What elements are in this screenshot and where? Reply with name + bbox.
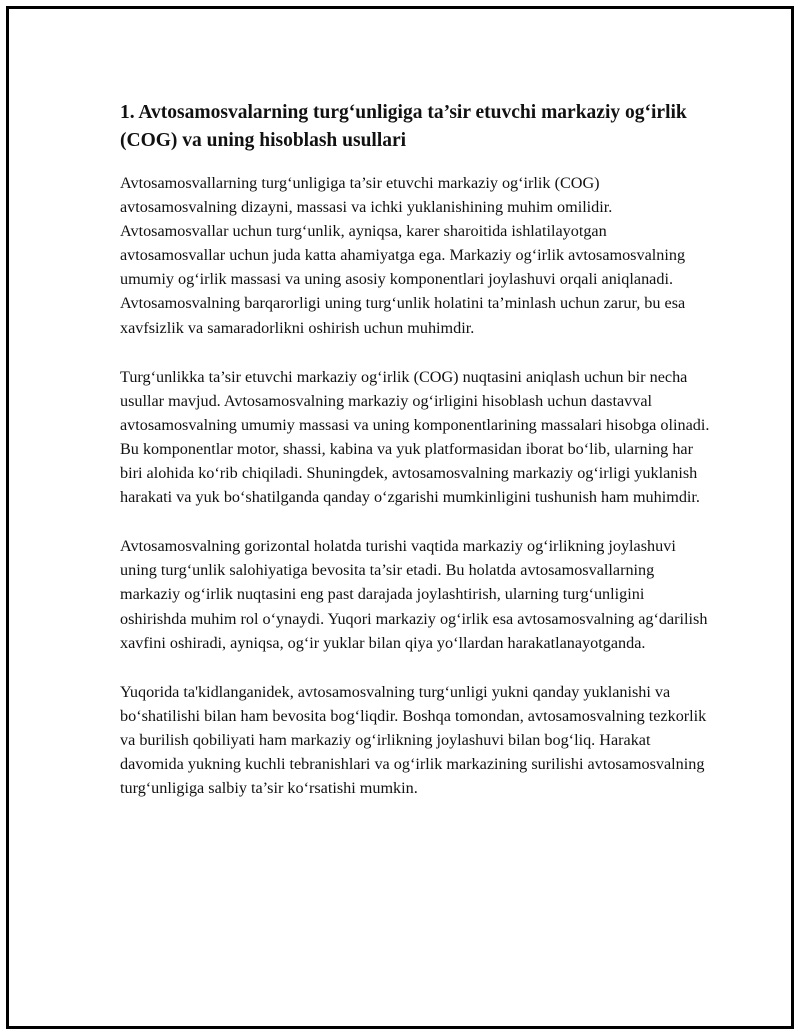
paragraph-4: Yuqorida ta'kidlanganidek, avtosamosvalning turg‘unligi yukni qanday yuklanishi va bo‘shatilishi bilan ham bevosita bog‘liqdir. Boshqa tomondan, avtosamosvalning tezkorlik va burilish qobiliyati ham markaziy og‘irlikning joylashuvi bilan bog‘liq. Harakat davomida yukning kuchli tebranishlari va og‘irlik markazining surilishi avtosamosvalning turg‘unligiga salbiy ta’sir ko‘rsatishi mumkin. [120,682,707,798]
paragraph-3: Avtosamosvalning gorizontal holatda turishi vaqtida markaziy og‘irlikning joylashuvi uning turg‘unlik salohiyatiga bevosita ta’sir etadi. Bu holatda avtosamosvallarning markaziy og‘irlik nuqtasini eng past darajada joylashtirish, ularning turg‘unligini oshirishda muhim rol o‘ynaydi. Yuqori markaziy og‘irlik esa avtosamosvalning ag‘darilish xavfini oshiradi, ayniqsa, og‘ir yuklar bilan qiya yo‘llardan harakatlanayotganda. [120,537,708,652]
document-content [120,99,710,825]
paragraph-2: Turg‘unlikka ta’sir etuvchi markaziy og‘irlik (COG) nuqtasini aniqlash uchun bir necha usullar mavjud. Avtosamosvalning markaziy og‘irligini hisoblash uchun dastavval avtosamosvalning umumiy massasi va uning komponentlarining massalari hisobga olinadi. Bu komponentlar motor, shassi, kabina va yuk platformasidan iborat bo‘lib, ularning har biri alohida ko‘rib chiqiladi. Shuningdek, avtosamosvalning markaziy og‘irligi yuklanish harakati va yuk bo‘shatilganda qanday o‘zgarishi mumkinligini tushunish ham muhimdir. [120,367,710,507]
paragraph-1: Avtosamosvallarning turg‘unligiga ta’sir etuvchi markaziy og‘irlik (COG) avtosamosvalning dizayni, massasi va ichki yuklanishining muhim omilidir. Avtosamosvallar uchun turg‘unlik, ayniqsa, karer sharoitida ishlatilayotgan avtosamosvallar uchun juda katta ahamiyatga ega. Markaziy og‘irlik avtosamosvalning umumiy og‘irlik massasi va uning asosiy komponentlari joylashuvi orqali aniqlanadi. Avtosamosvalning barqarorligi uning turg‘unlik holatini ta’minlash uchun zarur, bu esa xavfsizlik va samaradorlikni oshirish uchun muhimdir. [120,174,686,337]
document-title: 1. Avtosamosvalarning turg‘unligiga ta’sir etuvchi markaziy og‘irlik (COG) va uning hisoblash usullari [120,102,687,151]
page-frame [6,6,794,1029]
